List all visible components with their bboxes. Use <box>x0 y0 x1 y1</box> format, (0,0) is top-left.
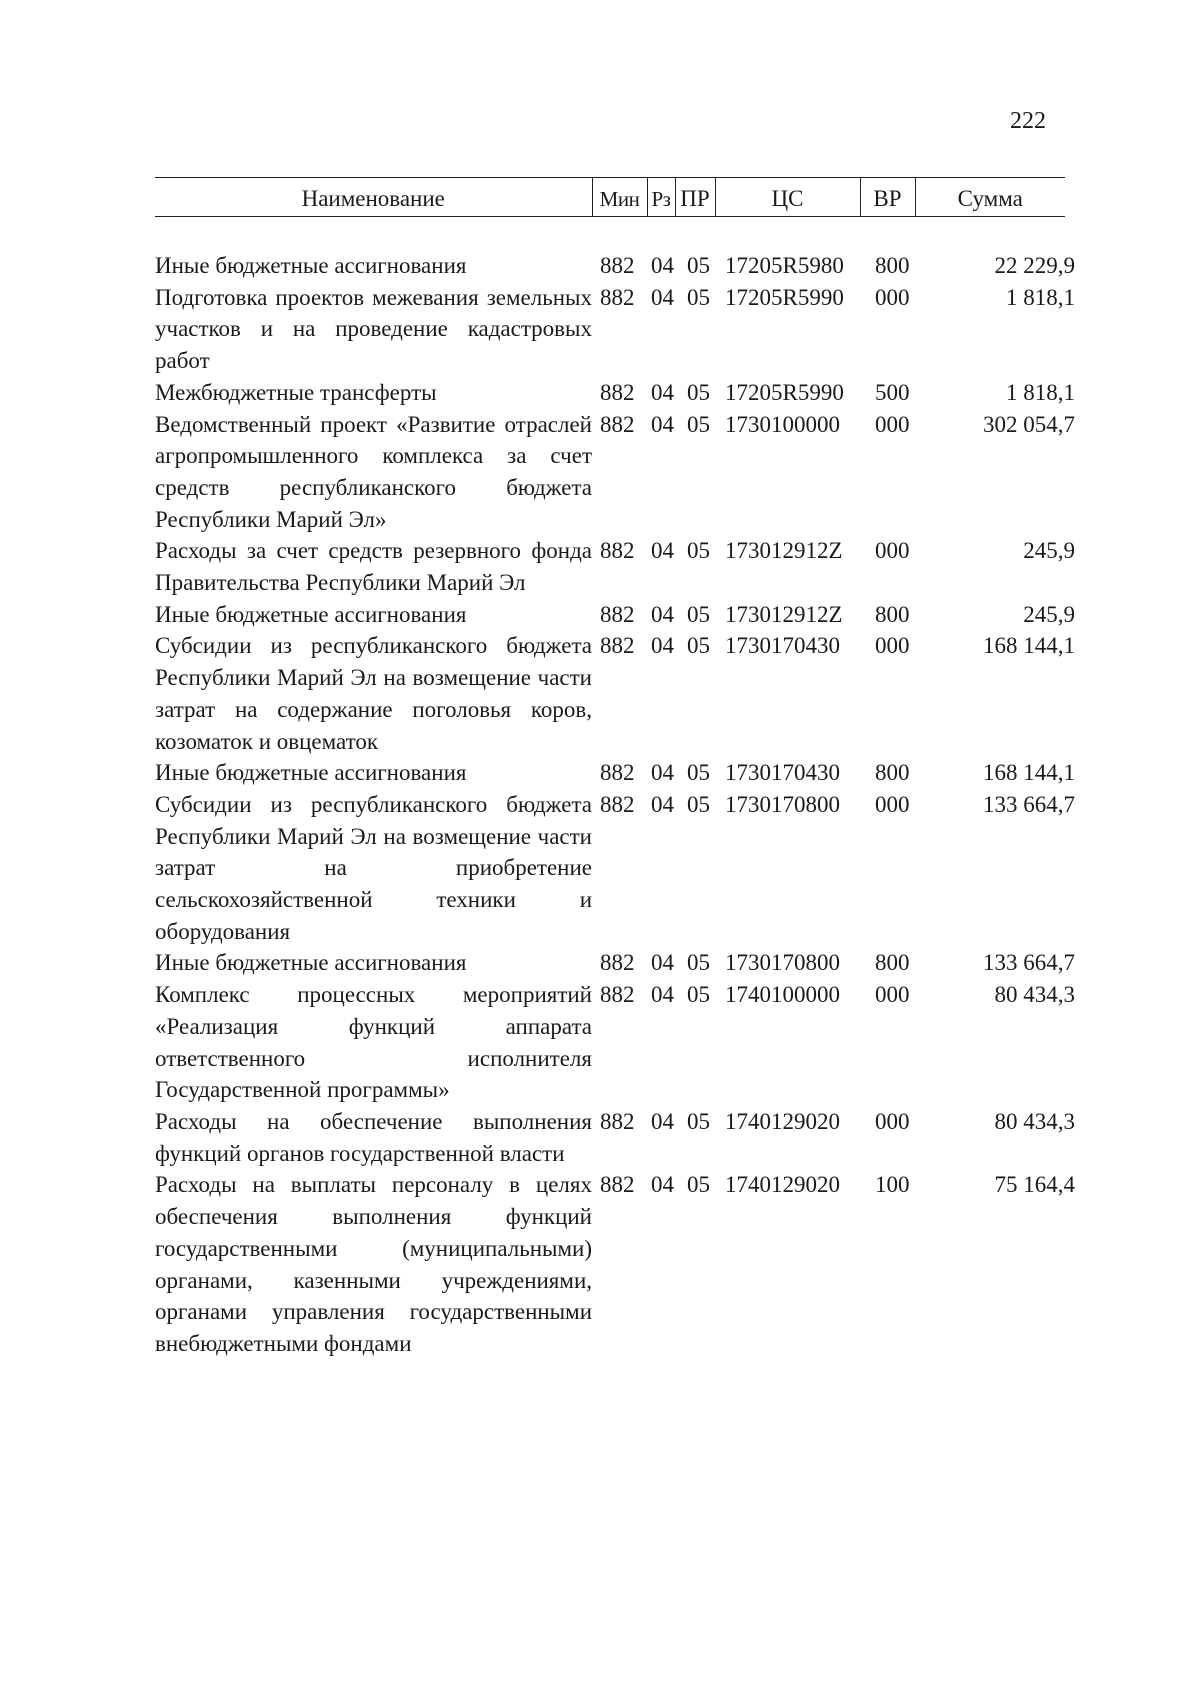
cell-vr: 800 <box>875 950 910 976</box>
cell-vr: 000 <box>875 791 910 817</box>
cell-vr: 000 <box>875 1108 910 1134</box>
cell-pr: 05 <box>687 1172 710 1198</box>
cell-cs: 1740100000 <box>725 982 840 1008</box>
cell-min: 882 <box>600 601 635 627</box>
cell-vr: 000 <box>875 284 910 310</box>
cell-name: Ведомственный проект «Развитие отраслей агропромышленного комплекса за счет средств республиканского бюджета Республики Марий Эл» <box>155 411 592 532</box>
cell-name: Подготовка проектов межевания земельных участков и на проведение кадастровых работ <box>155 284 592 374</box>
cell-pr: 05 <box>687 284 710 310</box>
table-row <box>155 282 1075 377</box>
table-row <box>155 250 1075 282</box>
table-body <box>155 250 1075 1360</box>
cell-cs: 1730170430 <box>725 760 840 786</box>
cell-cs: 17205R5990 <box>725 379 844 405</box>
cell-pr: 05 <box>687 1108 710 1134</box>
table-row <box>155 979 1075 1106</box>
cell-min: 882 <box>600 1108 635 1134</box>
cell-name: Субсидии из республиканского бюджета Республики Марий Эл на возмещение части затрат на приобретение сельскохозяйственной техники и оборудования <box>155 791 592 944</box>
table-row <box>155 599 1075 631</box>
header-sum: Сумма <box>915 178 1065 217</box>
cell-pr: 05 <box>687 633 710 659</box>
cell-cs: 17205R5990 <box>725 284 844 310</box>
cell-vr: 800 <box>875 253 910 278</box>
table-header <box>155 177 1065 217</box>
cell-rz: 04 <box>651 1172 674 1198</box>
cell-min: 882 <box>600 950 635 976</box>
cell-rz: 04 <box>651 1108 674 1134</box>
cell-pr: 05 <box>687 379 710 405</box>
cell-cs: 1730170430 <box>725 633 840 659</box>
cell-rz: 04 <box>651 379 674 405</box>
cell-cs: 1730170800 <box>725 791 840 817</box>
cell-vr: 000 <box>875 538 910 564</box>
cell-min: 882 <box>600 633 635 659</box>
cell-vr: 100 <box>875 1172 910 1198</box>
cell-cs: 173012912Z <box>725 538 843 564</box>
cell-min: 882 <box>600 284 635 310</box>
cell-pr: 05 <box>687 950 710 976</box>
cell-name: Иные бюджетные ассигнования <box>155 601 467 627</box>
cell-sum: 245,9 <box>1023 601 1075 627</box>
table-row <box>155 535 1075 598</box>
cell-cs: 1730170800 <box>725 950 840 976</box>
header-rz: Рз <box>647 178 675 217</box>
table-row <box>155 377 1075 409</box>
cell-sum: 1 818,1 <box>1006 284 1075 310</box>
cell-pr: 05 <box>687 791 710 817</box>
cell-sum: 168 144,1 <box>983 633 1075 659</box>
table-row <box>155 409 1075 536</box>
table-row <box>155 757 1075 789</box>
cell-name: Субсидии из республиканского бюджета Республики Марий Эл на возмещение части затрат на содержание поголовья коров, козоматок и овцематок <box>155 633 592 754</box>
page-number: 222 <box>1010 108 1046 134</box>
cell-vr: 500 <box>875 379 910 405</box>
cell-sum: 75 164,4 <box>994 1172 1075 1198</box>
cell-min: 882 <box>600 791 635 817</box>
cell-rz: 04 <box>651 284 674 310</box>
header-vr: ВР <box>860 178 915 217</box>
cell-name: Иные бюджетные ассигнования <box>155 950 467 976</box>
cell-sum: 80 434,3 <box>994 1108 1075 1134</box>
cell-rz: 04 <box>651 982 674 1008</box>
cell-sum: 80 434,3 <box>994 982 1075 1008</box>
cell-name: Иные бюджетные ассигнования <box>155 253 467 278</box>
cell-name: Межбюджетные трансферты <box>155 379 437 405</box>
table-row <box>155 1169 1075 1359</box>
cell-cs: 173012912Z <box>725 601 843 627</box>
cell-rz: 04 <box>651 950 674 976</box>
header-min: Мин <box>592 178 647 217</box>
cell-pr: 05 <box>687 760 710 786</box>
cell-name: Иные бюджетные ассигнования <box>155 760 467 786</box>
table-row <box>155 789 1075 948</box>
cell-min: 882 <box>600 760 635 786</box>
cell-rz: 04 <box>651 760 674 786</box>
cell-pr: 05 <box>687 538 710 564</box>
cell-min: 882 <box>600 1172 635 1198</box>
cell-min: 882 <box>600 379 635 405</box>
cell-min: 882 <box>600 982 635 1008</box>
cell-sum: 22 229,9 <box>994 253 1075 278</box>
cell-vr: 000 <box>875 633 910 659</box>
cell-vr: 000 <box>875 982 910 1008</box>
cell-min: 882 <box>600 253 635 278</box>
cell-vr: 800 <box>875 601 910 627</box>
cell-rz: 04 <box>651 633 674 659</box>
cell-sum: 1 818,1 <box>1006 379 1075 405</box>
cell-name: Комплекс процессных мероприятий «Реализация функций аппарата ответственного исполнителя Государственной программы» <box>155 982 592 1103</box>
table-row <box>155 630 1075 757</box>
cell-cs: 1740129020 <box>725 1108 840 1134</box>
header-cs: ЦС <box>715 178 860 217</box>
cell-vr: 800 <box>875 760 910 786</box>
cell-rz: 04 <box>651 253 674 278</box>
cell-sum: 168 144,1 <box>983 760 1075 786</box>
header-pr: ПР <box>675 178 715 217</box>
cell-cs: 1740129020 <box>725 1172 840 1198</box>
cell-min: 882 <box>600 411 635 437</box>
cell-pr: 05 <box>687 253 710 278</box>
cell-name: Расходы за счет средств резервного фонда Правительства Республики Марий Эл <box>155 538 592 596</box>
header-name: Наименование <box>155 178 592 217</box>
cell-name: Расходы на выплаты персоналу в целях обеспечения выполнения функций государственными (муниципальными) органами, казенными учреждениями, органами управления государственными внебюджетными фондами <box>155 1172 592 1356</box>
cell-rz: 04 <box>651 601 674 627</box>
cell-name: Расходы на обеспечение выполнения функций органов государственной власти <box>155 1108 592 1166</box>
budget-table <box>155 250 1075 1360</box>
cell-cs: 17205R5980 <box>725 253 844 278</box>
table-rows <box>155 250 1075 1360</box>
cell-rz: 04 <box>651 791 674 817</box>
cell-sum: 245,9 <box>1023 538 1075 564</box>
cell-sum: 133 664,7 <box>983 950 1075 976</box>
cell-vr: 000 <box>875 411 910 437</box>
table-row <box>155 1106 1075 1169</box>
cell-sum: 302 054,7 <box>983 411 1075 437</box>
table-row <box>155 947 1075 979</box>
cell-pr: 05 <box>687 601 710 627</box>
cell-cs: 1730100000 <box>725 411 840 437</box>
cell-pr: 05 <box>687 411 710 437</box>
cell-sum: 133 664,7 <box>983 791 1075 817</box>
cell-min: 882 <box>600 538 635 564</box>
header-table <box>155 177 1065 217</box>
cell-rz: 04 <box>651 538 674 564</box>
cell-rz: 04 <box>651 411 674 437</box>
cell-pr: 05 <box>687 982 710 1008</box>
